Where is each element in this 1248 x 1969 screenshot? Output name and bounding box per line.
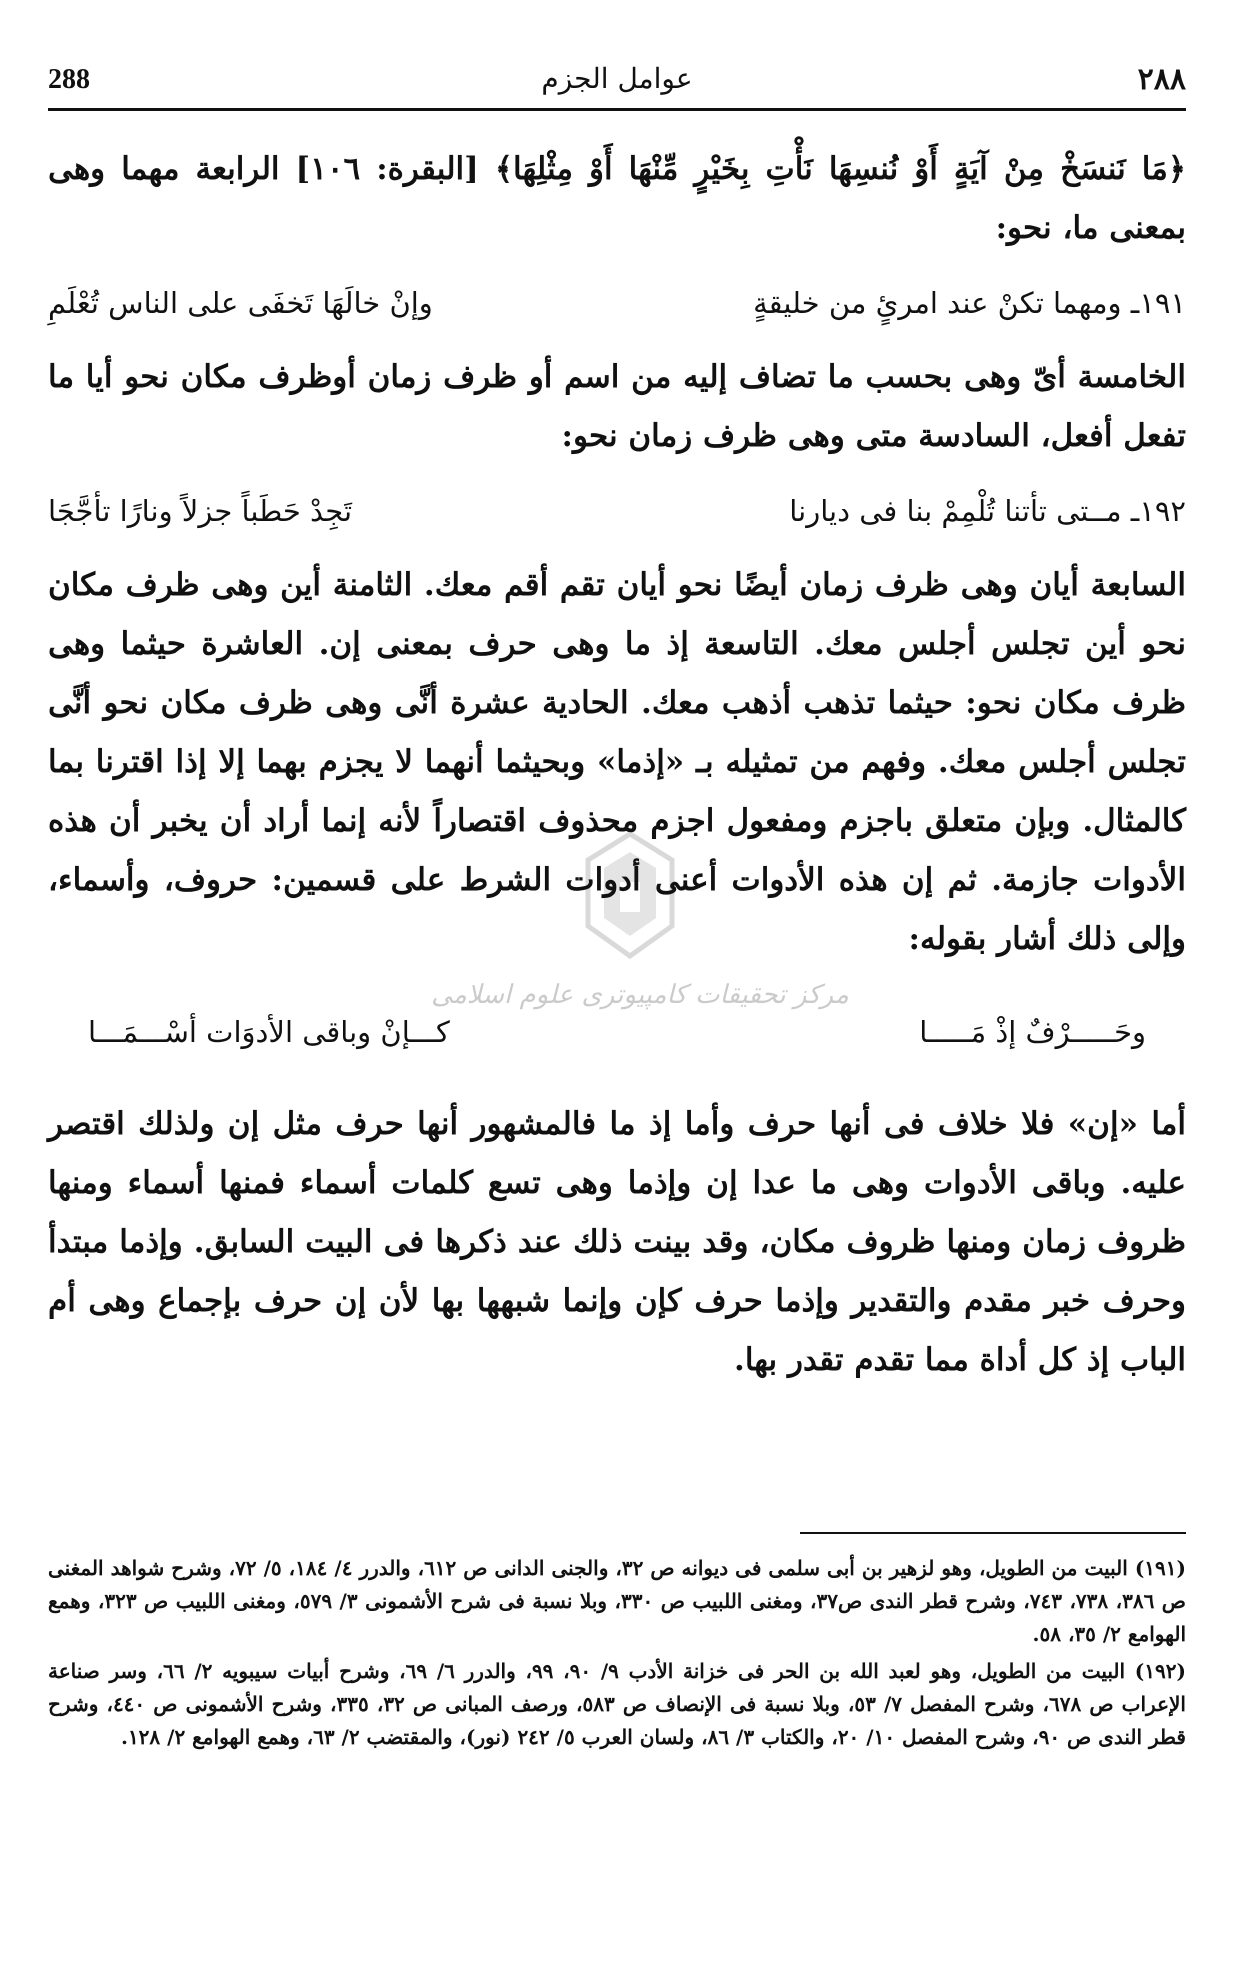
footnote-192: (١٩٢) البيت من الطويل، وهو لعبد الله بن الحر فى خزانة الأدب ٩/ ٩٠، ٩٩، والدرر ٦/ ٦٩، وشرح أبيات سيبويه ٢/ ٦٦، وسر صناعة الإعراب ص ٦٧٨، وشرح المفصل ٧/ ٥٣، وبلا نسبة فى الإنصاف ص ٥٨٣، ورصف المبانى ص ٣٢، ٣٣٥، وشرح الأشمونى ص ٤٤٠، وشرح قطر الندى ص ٩٠، وشرح المفصل ١٠/ ٢٠، والكتاب ٣/ ٨٦، ولسان العرب ٥/ ٢٤٢ (نور)، والمقتضب ٢/ ٦٣، وهمع الهوامع ٢/ ١٢٨. <box>48 1659 1186 1749</box>
alfiya-verse <box>48 977 1186 1087</box>
verse-191-second-hemistich: وإنْ خالَهَا تَخفَى على الناس تُعْلَمِ <box>48 286 433 320</box>
paragraph-3: السابعة أيان وهى ظرف زمان أيضًا نحو أيان تقم أقم معك. الثامنة أين وهى ظرف مكان نحو أين تجلس أجلس معك. التاسعة إذ ما وهى حرف بمعنى إن. العاشرة حيثما وهى ظرف مكان نحو: حيثما تذهب أذهب معك. الحادية عشرة أنَّى وهى ظرف مكان نحو أنَّى تجلس أجلس معك. وفهم من تمثيله بـ «إذما» وبحيثما أنهما لا يجزم بهما إلا إذا اقترنا بما كالمثال. وبإن متعلق باجزم ومفعول اجزم محذوف اقتصاراً لأنه إنما أراد أن يخبر أن هذه الأدوات جازمة. ثم إن هذه الأدوات أعنى أدوات الشرط على قسمين: حروف، وأسماء، وإلى ذلك أشار بقوله: <box>48 567 1186 957</box>
paragraph-4: أما «إن» فلا خلاف فى أنها حرف وأما إذ ما فالمشهور أنها حرف مثل إن ولذلك اقتصر عليه. وباقى الأدوات وهى ما عدا إن وإذما وهى تسع كلمات أسماء فمنها أسماء ومنها ظروف زمان ومنها ظروف مكان، وقد بينت ذلك عند ذكرها فى البيت السابق. وإذما مبتدأ وحرف خبر مقدم والتقدير وإذما حرف كإن وإنما شبهها بها لأن إن حرف بإجماع وهى أم الباب إذ كل أداة مما تقدم تقدر بها. <box>48 1106 1186 1378</box>
paragraph-1: ﴿مَا نَنسَخْ مِنْ آيَةٍ أَوْ نُنسِهَا نَأْتِ بِخَيْرٍ مِّنْهَا أَوْ مِثْلِهَا﴾ [البقرة: ١٠٦] الرابعة مهما وهى بمعنى ما، نحو: <box>48 151 1186 246</box>
verse-191 <box>48 258 1186 348</box>
verse-191-first-hemistich: ١٩١ـ ومهما تكنْ عند امرئٍ من خليقةٍ <box>753 286 1186 320</box>
footnote-rule <box>800 1532 1186 1534</box>
alfiya-first-hemistich: وحَـــــرْفٌ إذْ مَـــــا <box>919 1015 1146 1049</box>
verse-192-second-hemistich: تَجِدْ حَطَباً جزلاً ونارًا تأجَّجَا <box>48 494 353 528</box>
footnotes <box>48 1552 1186 1758</box>
page-number-arabic: ٢٨٨ <box>1137 62 1186 97</box>
main-text <box>48 140 1186 1390</box>
running-title: عوامل الجزم <box>541 62 693 95</box>
footnote-191: (١٩١) البيت من الطويل، وهو لزهير بن أبى سلمى فى ديوانه ص ٣٢، والجنى الدانى ص ٦١٢، والدرر ٤/ ١٨٤، ٥/ ٧٢، وشرح شواهد المغنى ص ٣٨٦، ٧٣٨، ٧٤٣، وشرح قطر الندى ص٣٧، ومغنى اللبيب ص ٣٣٠، وبلا نسبة فى شرح الأشمونى ٣/ ٥٧٩، ومغنى اللبيب ص ٣٢٣، وهمع الهوامع ٢/ ٣٥، ٥٨. <box>48 1556 1186 1646</box>
running-header <box>48 60 1186 104</box>
header-rule <box>48 108 1186 111</box>
verse-192-first-hemistich: ١٩٢ـ مــتى تأتنا تُلْمِمْ بنا فى ديارنا <box>789 494 1186 528</box>
page-number-latin: 288 <box>48 64 90 95</box>
verse-192 <box>48 466 1186 556</box>
paragraph-2: الخامسة أىّ وهى بحسب ما تضاف إليه من اسم أو ظرف زمان أوظرف مكان نحو أيا ما تفعل أفعل، السادسة متى وهى ظرف زمان نحو: <box>48 359 1186 454</box>
alfiya-second-hemistich: كـــإنْ وباقى الأدوَات أسْـــمَـــا <box>88 1015 450 1049</box>
watermark-text: مركز تحقيقات كامپيوترى علوم اسلامى <box>431 980 849 1010</box>
